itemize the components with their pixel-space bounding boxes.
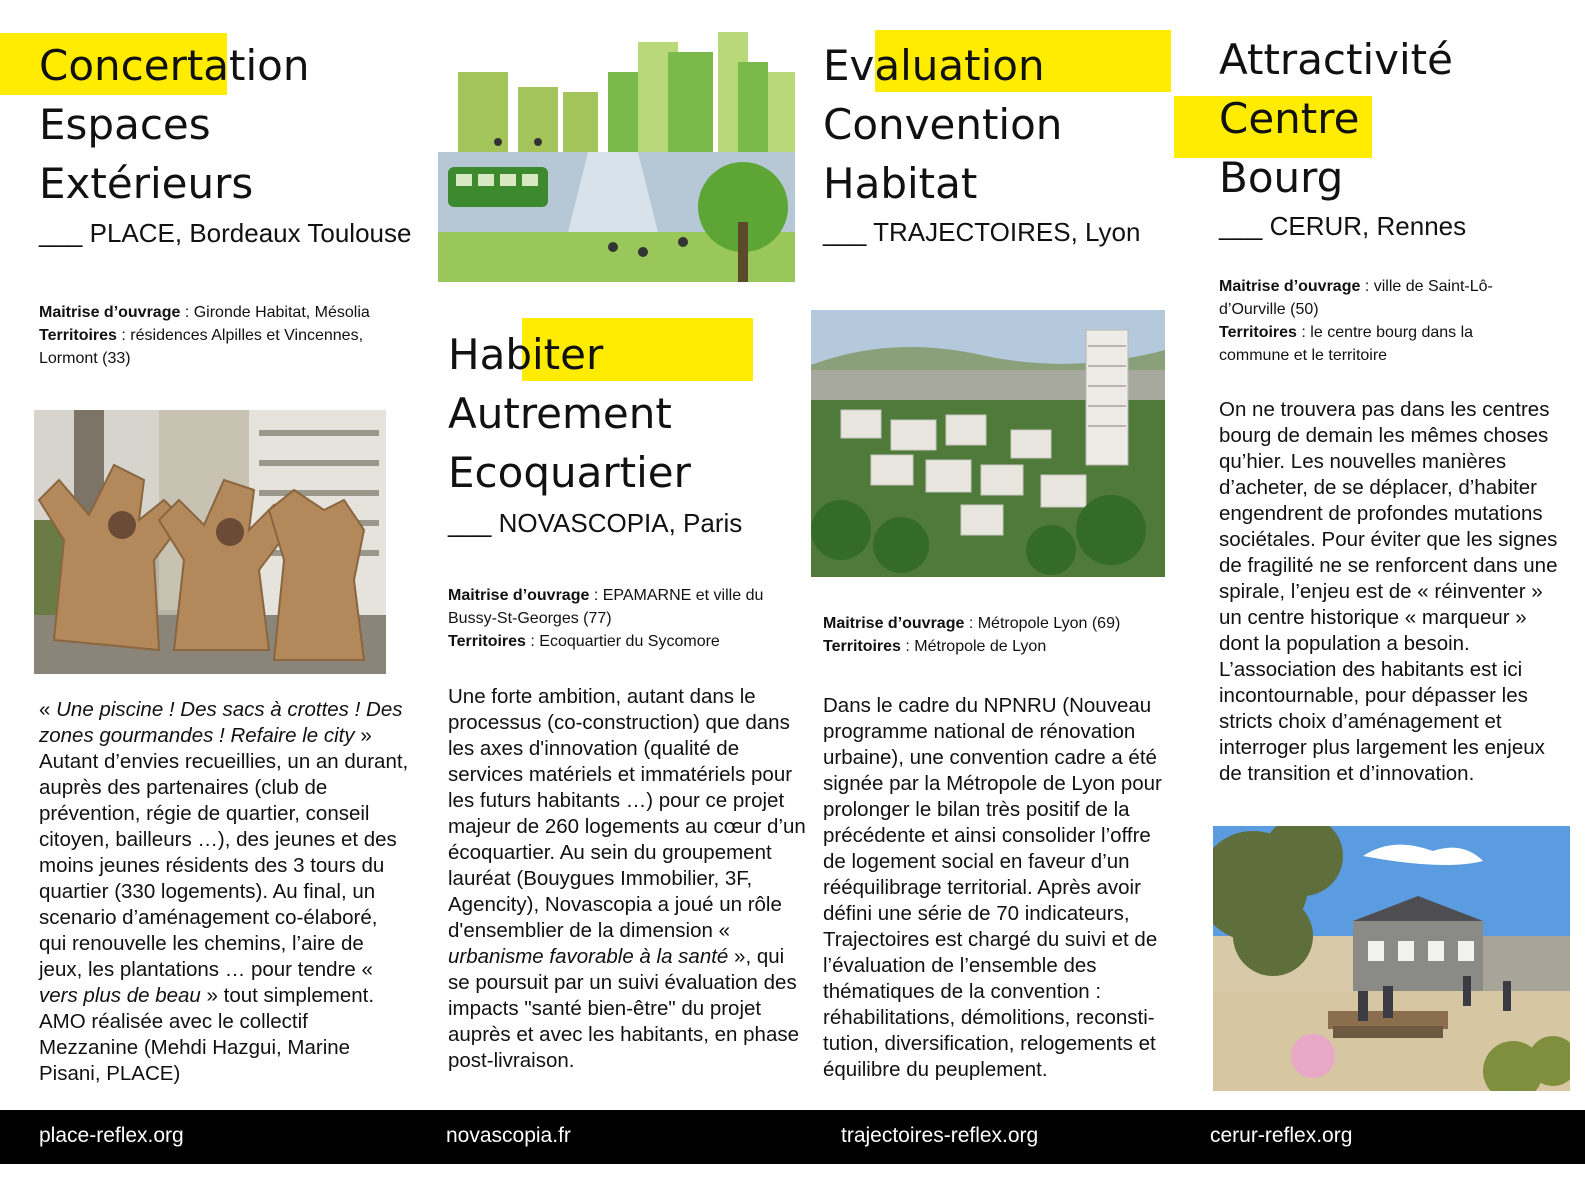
meta-value: : EPAMARNE et ville du Bussy-St-Georges (77): [448, 587, 764, 627]
photo-aerial-lyon: [811, 310, 1165, 577]
title-line: Convention: [823, 100, 1063, 149]
meta-value: : résidences Alpilles et Vincennes, Lormont (33): [39, 327, 364, 367]
title-line: Centre: [1219, 94, 1360, 143]
title-4: [1219, 30, 1453, 207]
body-italic: urbanisme favorable à la santé: [448, 945, 729, 968]
body-paragraph: » tout simplement. AMO réalisée avec le collectif Mezzanine (Mehdi Hazgui, Marine Pisani, PLACE): [39, 984, 375, 1085]
photo-town-square: [1213, 826, 1570, 1091]
body-text-4: [1219, 397, 1559, 787]
illustration-green-city: [438, 32, 795, 282]
body-text-3: [823, 693, 1168, 1083]
footer-link-place[interactable]: place-reflex.org: [39, 1124, 184, 1147]
meta-value: : ville de Saint-Lô-d’Ourville (50): [1219, 278, 1493, 318]
body-paragraph: Autant d’envies recueillies, un an durant, auprès des partenaires (club de prévention, régie de quartier, conseil citoyen, bailleurs …), des jeunes et des moins jeunes résidents des 3 tours du quartier (330 logements). Au final, un scenario d’aménagement co-élaboré, qui renouvelle les chemins, l’aire de jeux, les plantations … pour tendre «: [39, 750, 409, 981]
meta-value: : Métropole Lyon (69): [964, 615, 1121, 632]
title-line: Evaluation: [823, 41, 1045, 90]
body-paragraph: Dans le cadre du NPNRU (Nouveau programme national de rénovation urbaine), une convention cadre a été signée par la Métropole de Lyon pour prolonger le bilan très positif de la précédente et ainsi consolider l’offre de logement social en faveur d’un rééquilibrage territorial. Après avoir défini une série de 70 indicateurs, Trajectoires est chargé du suivi et de l’évaluation de l’ensemble des thématiques de la convention : réhabilitations, démolitions, reconsti-tution, diversification, relogements et équilibre du peuplement.: [823, 694, 1162, 1081]
subtitle-3: ___ TRAJECTOIRES, Lyon: [823, 217, 1141, 247]
title-line: Habitat: [823, 159, 978, 208]
body-paragraph: », qui se poursuit par un suivi évaluation des impacts "santé bien-être" du projet auprès et avec les habitants, en phase post-livraison.: [448, 945, 800, 1072]
title-line: Habiter: [448, 330, 604, 379]
meta-1: [39, 301, 399, 370]
meta-label: Maitrise d’ouvrage: [448, 587, 590, 604]
meta-value: : Métropole de Lyon: [900, 638, 1047, 655]
subtitle-2: ___ NOVASCOPIA, Paris: [448, 508, 743, 538]
meta-label: Territoires: [1219, 324, 1297, 341]
meta-2: [448, 584, 768, 653]
meta-label: Territoires: [448, 633, 526, 650]
footer-link-cerur[interactable]: cerur-reflex.org: [1210, 1124, 1353, 1147]
photo-cardboard-cutouts: [34, 410, 386, 674]
quote-mark: »: [354, 724, 372, 747]
meta-label: Maitrise d’ouvrage: [39, 304, 181, 321]
body-paragraph: On ne trouvera pas dans les centres bourg de demain les mêmes choses qu’hier. Les nouvelles manières d’acheter, de se déplacer, d’habiter engendrent de profondes mutations sociétales. Pour éviter que les signes de fragilité ne se renforcent dans une spirale, l’enjeu est de « réinventer » un centre historique « marqueur » dont la population a besoin. L’association des habitants est ici incontournable, pour dépasser les stricts choix d’aménagement et interroger plus largement les enjeux de transition et d’innovation.: [1219, 398, 1558, 785]
title-line: Bourg: [1219, 153, 1344, 202]
title-line: Espaces: [39, 100, 211, 149]
quote-text: Une piscine ! Des sacs à crottes ! Des zones gourmandes ! Refaire le city: [39, 698, 403, 747]
footer-link-novascopia[interactable]: novascopia.fr: [446, 1124, 571, 1147]
subtitle-4: ___ CERUR, Rennes: [1219, 211, 1467, 241]
title-line: Attractivité: [1219, 35, 1453, 84]
meta-3: [823, 612, 1163, 658]
title-line: Autrement: [448, 389, 672, 438]
title-line: Concertation: [39, 41, 310, 90]
meta-label: Territoires: [823, 638, 901, 655]
meta-label: Territoires: [39, 327, 117, 344]
meta-label: Maitrise d’ouvrage: [823, 615, 965, 632]
meta-label: Maitrise d’ouvrage: [1219, 278, 1361, 295]
body-text-2: [448, 684, 808, 1074]
body-text-1: [39, 697, 409, 1087]
meta-4: [1219, 275, 1519, 367]
title-1: [39, 36, 310, 213]
title-3: [823, 36, 1062, 213]
title-2: [448, 325, 691, 502]
title-line: Ecoquartier: [448, 448, 691, 497]
footer-bar: [0, 1110, 1585, 1164]
meta-value: : le centre bourg dans la commune et le territoire: [1219, 324, 1474, 364]
body-paragraph: Une forte ambition, autant dans le processus (co-construction) que dans les axes d'innovation (qualité de services matériels et immatériels pour les futurs habitants …) pour ce projet majeur de 260 logements au cœur d’un écoquartier. Au sein du groupement lauréat (Bouygues Immobilier, 3F, Agencity), Novascopia a joué un rôle d'ensemblier de la dimension «: [448, 685, 806, 942]
subtitle-1: ___ PLACE, Bordeaux Toulouse: [39, 218, 412, 248]
meta-value: : Gironde Habitat, Mésolia: [180, 304, 370, 321]
title-line: Extérieurs: [39, 159, 254, 208]
footer-link-trajectoires[interactable]: trajectoires-reflex.org: [841, 1124, 1039, 1147]
quote-mark: «: [39, 698, 57, 721]
body-italic: vers plus de beau: [39, 984, 201, 1007]
meta-value: : Ecoquartier du Sycomore: [525, 633, 720, 650]
